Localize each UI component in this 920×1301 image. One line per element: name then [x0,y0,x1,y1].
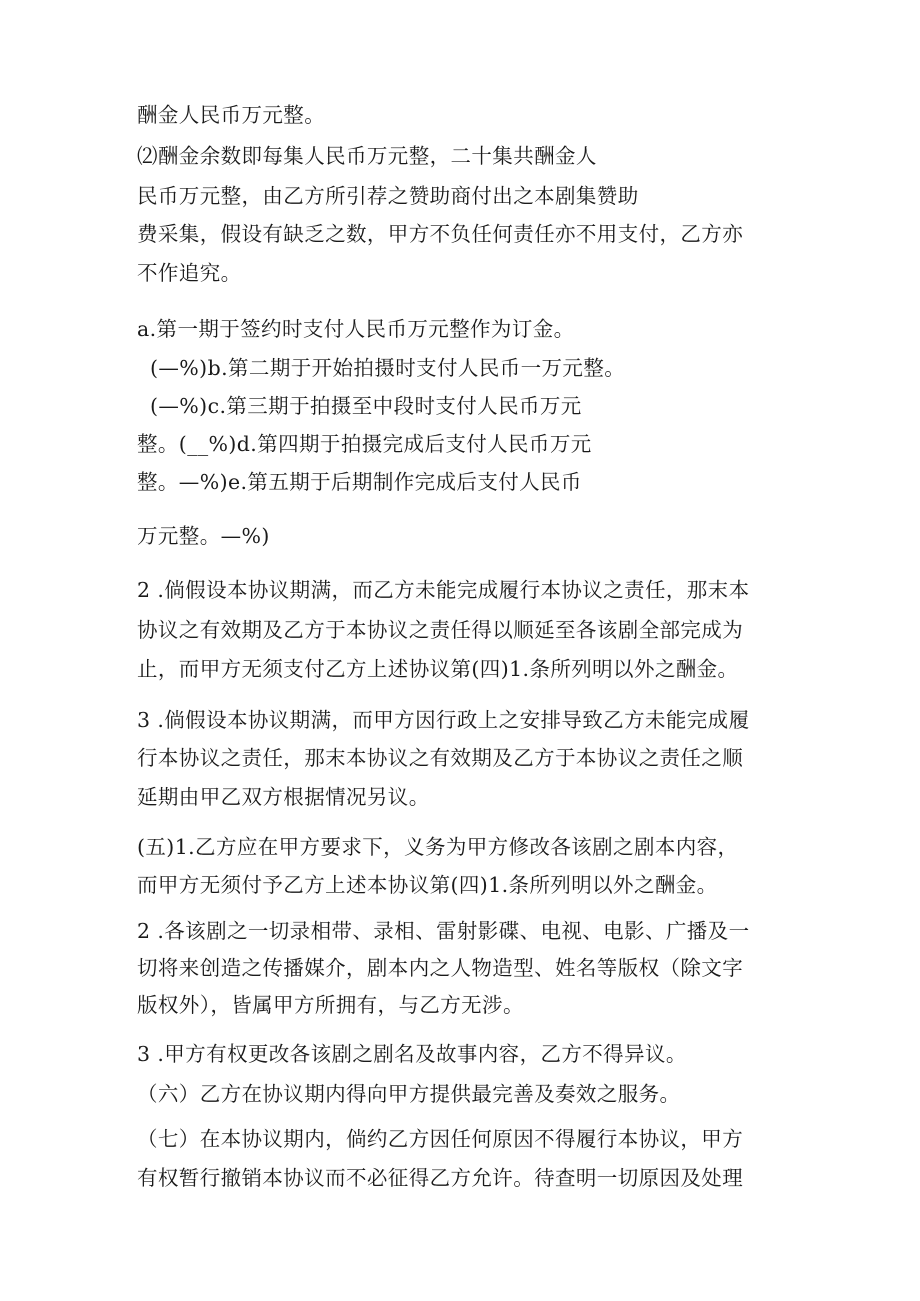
text-line: 3 .甲方有权更改各该剧之剧名及故事内容，乙方不得异议。 [137,1041,687,1066]
text-line: a.第一期于签约时支付人民币万元整作为订金。 [137,316,575,341]
text-line: 切将来创造之传播媒介，剧本内之人物造型、姓名等版权（除文字 [137,955,744,980]
text-line: 费采集，假设有缺乏之数，甲方不负任何责任亦不用支付，乙方亦 [137,221,744,246]
text-line: 2 .各该剧之一切录相带、录相、雷射影碟、电视、电影、广播及一 [137,918,750,943]
text-line: 民币万元整，由乙方所引荐之赞助商付出之本剧集赞助 [137,183,639,208]
text-line: 整。—%)e.第五期于后期制作完成后支付人民币 [137,469,582,494]
text-line: (—%)b.第二期于开始拍摄时支付人民币一万元整。 [150,355,626,380]
text-line: （七）在本协议期内，倘约乙方因任何原因不得履行本协议，甲方 [137,1126,744,1151]
text-line: 酬金人民币万元整。 [137,102,326,127]
text-line: 止，而甲方无须支付乙方上述协议第(四)1.条所列明以外之酬金。 [137,656,739,681]
text-line: 而甲方无须付予乙方上述本协议第(四)1.条所列明以外之酬金。 [137,872,718,897]
text-line: 万元整。—%) [137,523,270,548]
text-line: （六）乙方在协议期内得向甲方提供最完善及奏效之服务。 [137,1081,681,1106]
text-line: 延期由甲乙双方根据情况另议。 [137,784,430,809]
text-line: 不作追究。 [137,260,242,285]
text-line: (—%)c.第三期于拍摄至中段时支付人民币万元 [150,393,582,418]
text-line: ⑵酬金余数即每集人民币万元整，二十集共酬金人 [137,143,597,168]
text-line: 行本协议之责任，那末本协议之有效期及乙方于本协议之责任之顺 [137,745,744,770]
text-line: 3 .倘假设本协议期满，而甲方因行政上之安排导致乙方未能完成履 [137,707,750,732]
text-line: 有权暂行撤销本协议而不必征得乙方允许。待查明一切原因及处理 [137,1165,744,1190]
text-line: 协议之有效期及乙方于本协议之责任得以顺延至各该剧全部完成为 [137,617,744,642]
text-line: (五)1.乙方应在甲方要求下，义务为甲方修改各该剧之剧本内容， [137,834,739,859]
text-line: 2 .倘假设本协议期满，而乙方未能完成履行本协议之责任，那末本 [137,577,750,602]
text-line: 整。(__%)d.第四期于拍摄完成后支付人民币万元 [137,431,592,456]
text-line: 版权外），皆属甲方所拥有，与乙方无涉。 [137,992,524,1017]
